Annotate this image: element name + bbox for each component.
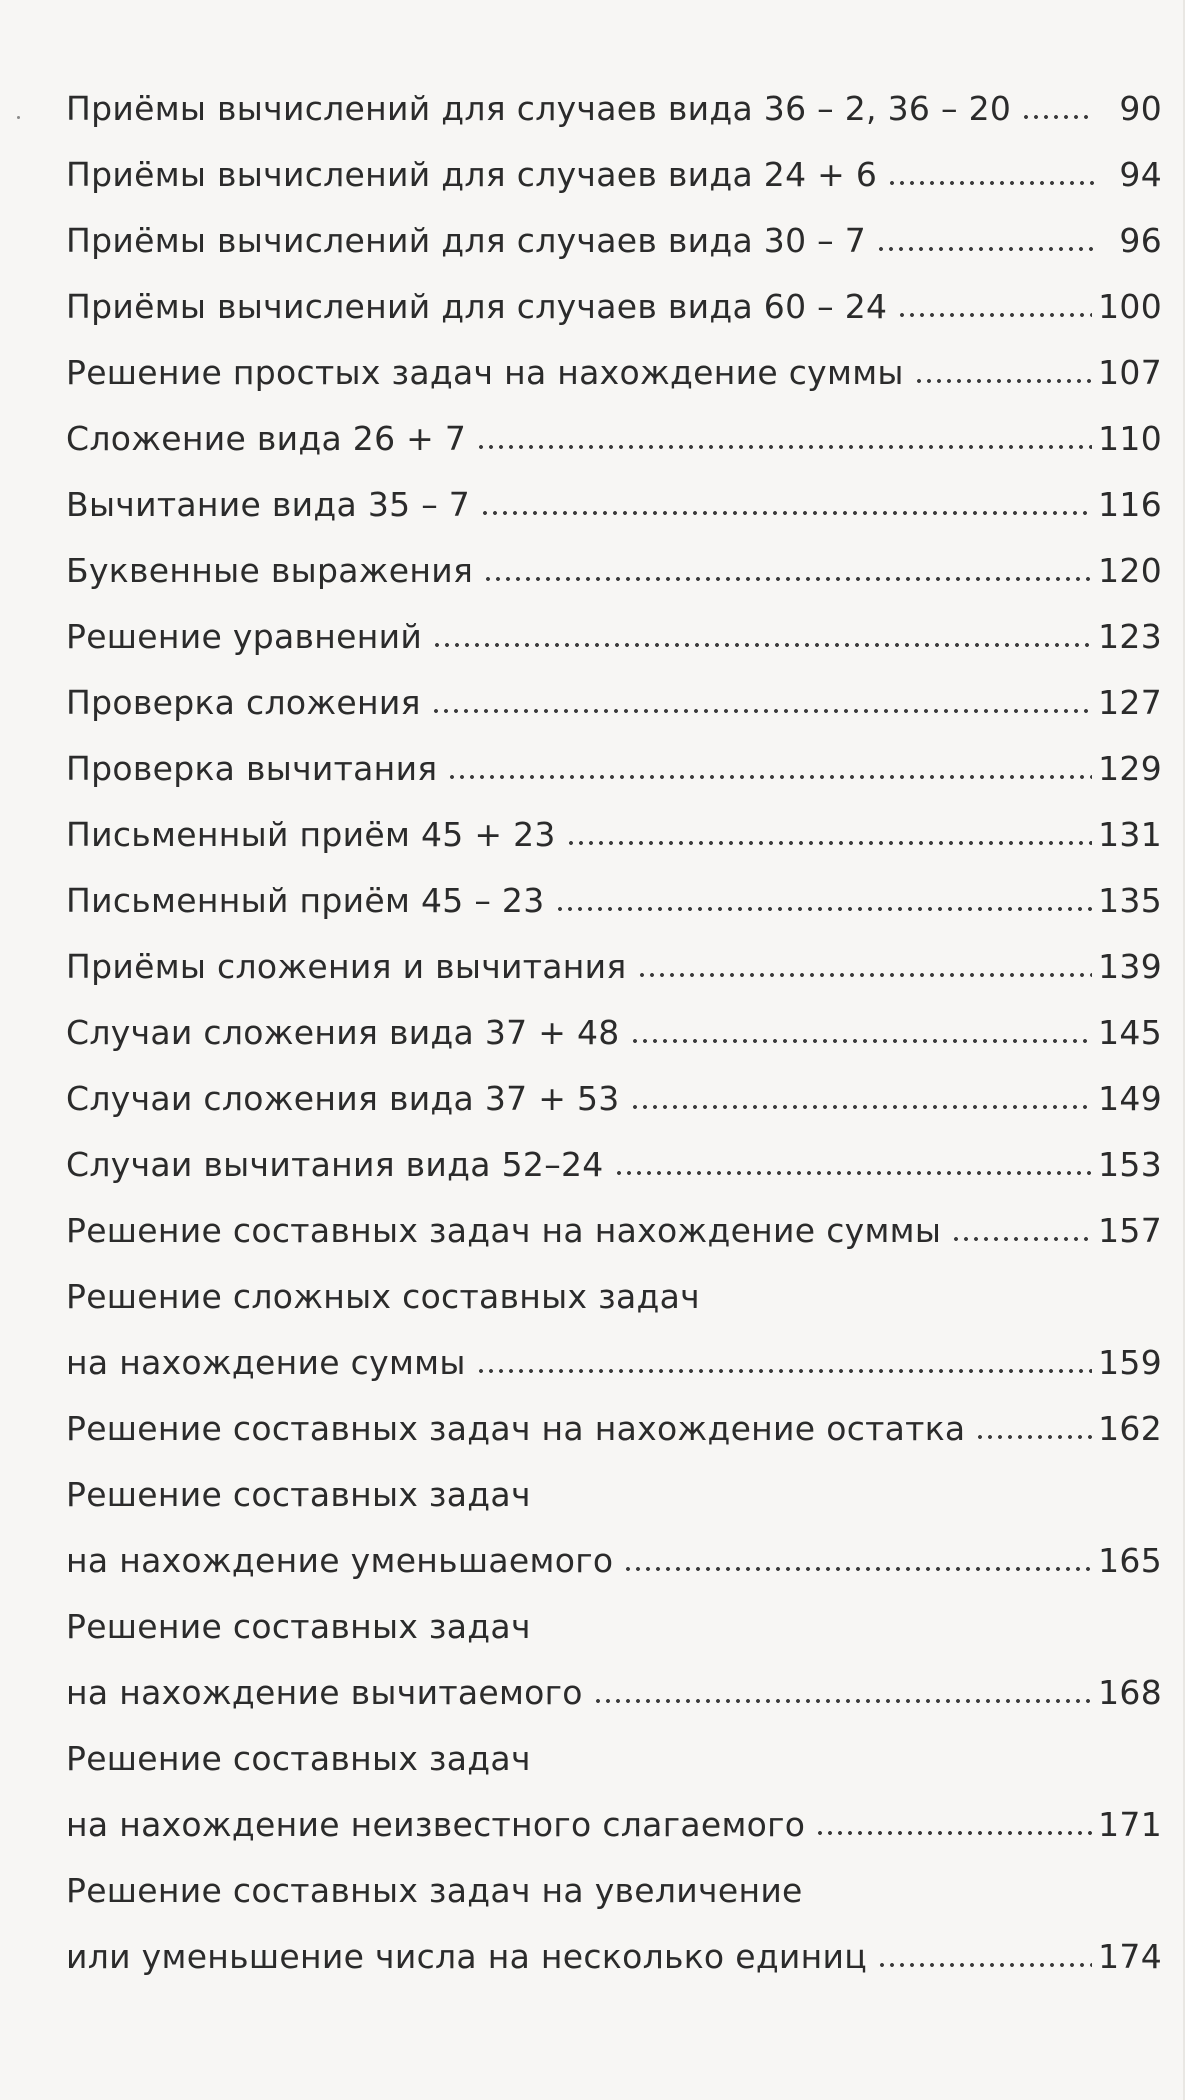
toc-entry-title: Проверка сложения <box>66 683 421 722</box>
dot-leader <box>593 1698 1092 1704</box>
toc-entry <box>66 142 1162 208</box>
dot-leader <box>914 378 1092 384</box>
toc-entry-line <box>66 604 1162 670</box>
dot-leader <box>1021 114 1094 120</box>
toc-page-number: 96 <box>1119 221 1162 260</box>
toc-page-number: 139 <box>1098 947 1162 986</box>
toc-entry-title: Решение сложных составных задач <box>66 1277 700 1316</box>
toc-entry-title: Сложение вида 26 + 7 <box>66 419 467 458</box>
dot-leader <box>877 1962 1092 1968</box>
toc-entry-line <box>66 670 1162 736</box>
toc-entry-title: Проверка вычитания <box>66 749 438 788</box>
toc-entry <box>66 1726 1162 1858</box>
dot-leader <box>483 576 1092 582</box>
toc-entry <box>66 1198 1162 1264</box>
toc-entry-title: Случаи сложения вида 37 + 48 <box>66 1013 620 1052</box>
toc-page-number: 94 <box>1119 155 1162 194</box>
toc-entry-line <box>66 1000 1162 1066</box>
toc-entry-line <box>66 1858 1162 1924</box>
toc-entry <box>66 1264 1162 1396</box>
dot-leader <box>447 774 1092 780</box>
toc-page-number: 171 <box>1098 1805 1162 1844</box>
toc-entry-line <box>66 802 1162 868</box>
toc-entry-title: Приёмы сложения и вычитания <box>66 947 627 986</box>
toc-entry-line <box>66 538 1162 604</box>
toc-entry <box>66 802 1162 868</box>
toc-entry <box>66 1066 1162 1132</box>
toc-entry-line <box>66 1132 1162 1198</box>
toc-entry-line <box>66 1462 1162 1528</box>
toc-entry-line <box>66 1330 1162 1396</box>
toc-entry-title: Решение уравнений <box>66 617 423 656</box>
toc-page-number: 159 <box>1098 1343 1162 1382</box>
toc-entry-line <box>66 736 1162 802</box>
toc-page-number: 153 <box>1098 1145 1162 1184</box>
dot-leader <box>637 972 1093 978</box>
page-speck <box>17 116 20 119</box>
toc-entry <box>66 472 1162 538</box>
toc-entry <box>66 208 1162 274</box>
toc-entry-line <box>66 1594 1162 1660</box>
toc-entry-title: Решение составных задач на нахождение остатка <box>66 1409 966 1448</box>
toc-entry-title: Решение составных задач <box>66 1607 531 1646</box>
toc-entry-title: Решение простых задач на нахождение суммы <box>66 353 904 392</box>
toc-entry-title: Решение составных задач <box>66 1739 531 1778</box>
toc-entry-line <box>66 406 1162 472</box>
toc-entry-title: Вычитание вида 35 – 7 <box>66 485 471 524</box>
toc-entry <box>66 1396 1162 1462</box>
toc-page-number: 162 <box>1098 1409 1162 1448</box>
toc-entry <box>66 1462 1162 1594</box>
toc-entry <box>66 934 1162 1000</box>
toc-entry-line <box>66 274 1162 340</box>
toc-page-number: 116 <box>1098 485 1162 524</box>
toc-entry <box>66 340 1162 406</box>
toc-entry-line <box>66 1924 1162 1990</box>
dot-leader <box>431 708 1092 714</box>
dot-leader <box>876 246 1094 252</box>
toc-page-number: 100 <box>1098 287 1162 326</box>
toc-entry-line <box>66 1198 1162 1264</box>
toc-entry-title: Случаи сложения вида 37 + 53 <box>66 1079 620 1118</box>
toc-entry-title: на нахождение уменьшаемого <box>66 1541 614 1580</box>
dot-leader <box>815 1830 1092 1836</box>
toc-entry-line <box>66 934 1162 1000</box>
toc-entry-line <box>66 142 1162 208</box>
toc-entry-title: Решение составных задач на нахождение суммы <box>66 1211 942 1250</box>
dot-leader <box>623 1566 1092 1572</box>
toc-page-number: 90 <box>1119 89 1162 128</box>
toc-entry <box>66 1594 1162 1726</box>
dot-leader <box>887 180 1094 186</box>
toc-entry-title: на нахождение суммы <box>66 1343 466 1382</box>
toc-page-number: 127 <box>1098 683 1162 722</box>
toc-entry <box>66 868 1162 934</box>
toc-page-number: 149 <box>1098 1079 1162 1118</box>
toc-page-number: 131 <box>1098 815 1162 854</box>
toc-page-number: 174 <box>1098 1937 1162 1976</box>
toc-entry-title: или уменьшение числа на несколько единиц <box>66 1937 868 1976</box>
toc-entry-title: Приёмы вычислений для случаев вида 60 – 24 <box>66 287 888 326</box>
toc-entry <box>66 538 1162 604</box>
toc-entry-line <box>66 76 1162 142</box>
toc-entry-line <box>66 472 1162 538</box>
toc-entry-title: на нахождение вычитаемого <box>66 1673 583 1712</box>
toc-entry-title: на нахождение неизвестного слагаемого <box>66 1805 806 1844</box>
toc-entry-title: Приёмы вычислений для случаев вида 30 – 7 <box>66 221 867 260</box>
toc-entry-line <box>66 1396 1162 1462</box>
toc-page-number: 168 <box>1098 1673 1162 1712</box>
dot-leader <box>566 840 1092 846</box>
dot-leader <box>476 444 1092 450</box>
toc-entry-title: Письменный приём 45 – 23 <box>66 881 545 920</box>
toc-entry-title: Приёмы вычислений для случаев вида 24 + 6 <box>66 155 878 194</box>
toc-entry-title: Письменный приём 45 + 23 <box>66 815 556 854</box>
toc-entry-line <box>66 340 1162 406</box>
toc-page-number: 129 <box>1098 749 1162 788</box>
toc-entry-title: Решение составных задач на увеличение <box>66 1871 803 1910</box>
dot-leader <box>897 312 1092 318</box>
toc-entry-title: Случаи вычитания вида 52–24 <box>66 1145 604 1184</box>
toc-entry-line <box>66 1264 1162 1330</box>
toc-entry-title: Буквенные выражения <box>66 551 474 590</box>
dot-leader <box>555 906 1093 912</box>
dot-leader <box>476 1368 1092 1374</box>
toc-entry-line <box>66 1792 1162 1858</box>
toc-page-number: 135 <box>1098 881 1162 920</box>
toc-page-number: 107 <box>1098 353 1162 392</box>
dot-leader <box>630 1104 1093 1110</box>
toc-entry-title: Решение составных задач <box>66 1475 531 1514</box>
toc-entry-line <box>66 1528 1162 1594</box>
toc-entry <box>66 1858 1162 1990</box>
dot-leader <box>432 642 1092 648</box>
table-of-contents <box>66 76 1162 1990</box>
toc-entry-line <box>66 868 1162 934</box>
toc-page-number: 110 <box>1098 419 1162 458</box>
toc-entry-line <box>66 208 1162 274</box>
toc-entry <box>66 76 1162 142</box>
toc-page-number: 123 <box>1098 617 1162 656</box>
toc-entry <box>66 1000 1162 1066</box>
dot-leader <box>630 1038 1093 1044</box>
dot-leader <box>951 1236 1092 1242</box>
toc-entry <box>66 736 1162 802</box>
toc-entry <box>66 670 1162 736</box>
toc-entry-line <box>66 1066 1162 1132</box>
toc-page-number: 145 <box>1098 1013 1162 1052</box>
dot-leader <box>614 1170 1093 1176</box>
toc-page-number: 165 <box>1098 1541 1162 1580</box>
toc-page-number: 120 <box>1098 551 1162 590</box>
toc-entry <box>66 604 1162 670</box>
toc-entry-line <box>66 1660 1162 1726</box>
toc-entry <box>66 1132 1162 1198</box>
toc-entry <box>66 274 1162 340</box>
toc-page-number: 157 <box>1098 1211 1162 1250</box>
dot-leader <box>480 510 1092 516</box>
toc-entry-line <box>66 1726 1162 1792</box>
dot-leader <box>975 1434 1092 1440</box>
toc-entry-title: Приёмы вычислений для случаев вида 36 – 2, 36 – 20 <box>66 89 1012 128</box>
toc-entry <box>66 406 1162 472</box>
